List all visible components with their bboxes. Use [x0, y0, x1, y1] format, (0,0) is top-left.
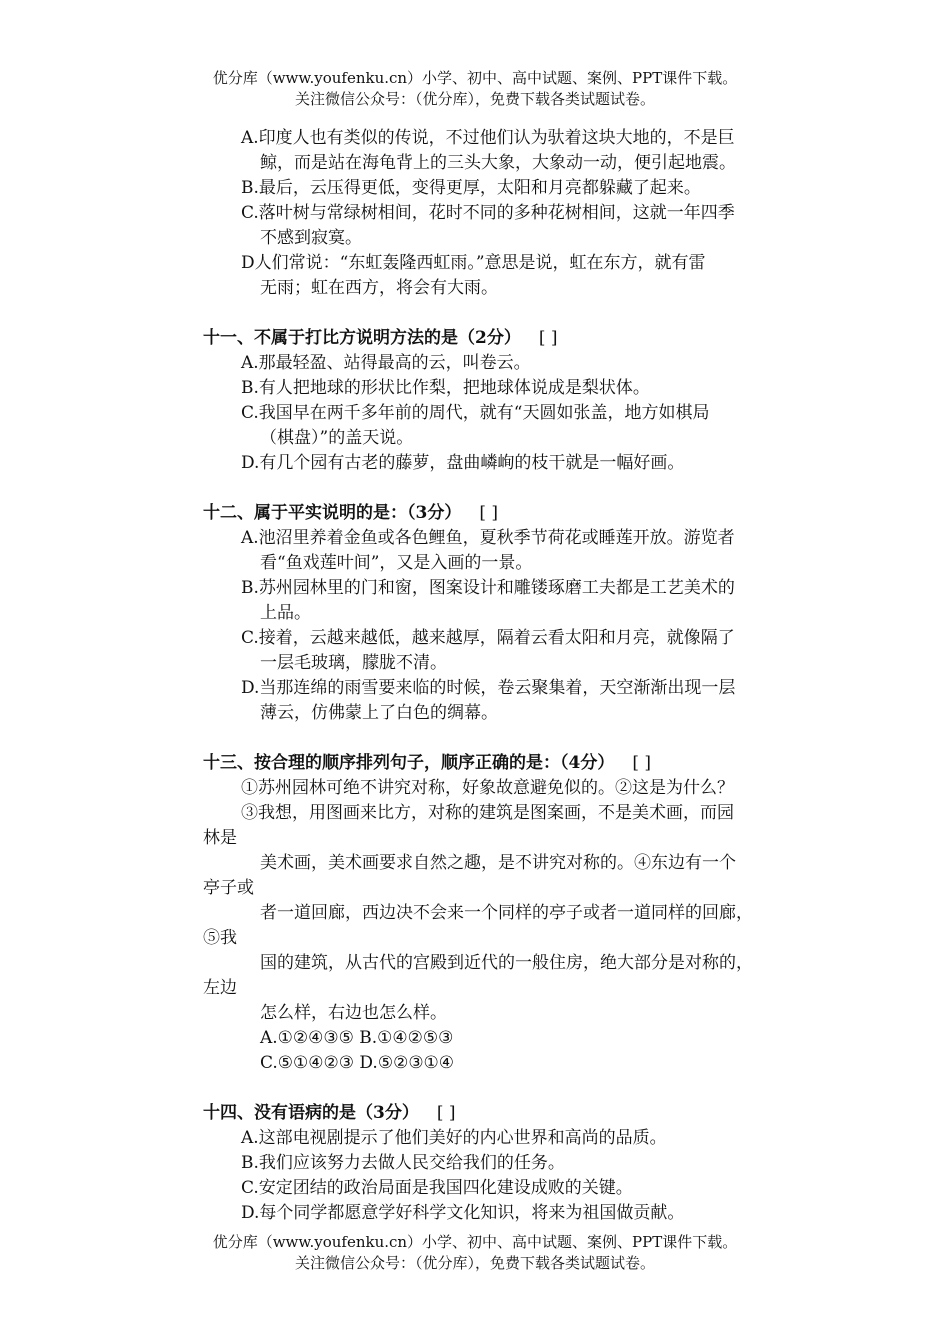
answer-bracket: [ ]: [479, 503, 498, 523]
option-b-line-2: 上品。: [260, 603, 311, 623]
question-13-title: [203, 751, 813, 776]
option-d: D.有几个园有古老的藤萝，盘曲嶙峋的枝干就是一幅好画。: [241, 453, 685, 473]
prev-question-options: [203, 126, 813, 301]
option-b-line-1: B.苏州园林里的门和窗，图案设计和雕镂琢磨工夫都是工艺美术的: [241, 578, 735, 598]
passage-line: 美术画，美术画要求自然之趣，是不讲究对称的。④东边有一个: [260, 853, 736, 873]
passage-line: ⑤我: [203, 928, 237, 948]
option-d: D.每个同学都愿意学好科学文化知识，将来为祖国做贡献。: [241, 1203, 685, 1223]
question-12-title: [203, 501, 813, 526]
passage-line: ①苏州园林可绝不讲究对称，好象故意避免似的。②这是为什么？: [241, 778, 734, 798]
question-12: [203, 501, 813, 726]
header-line-2: 关注微信公众号：（优分库），免费下载各类试题试卷。: [294, 90, 655, 108]
option-b: B.我们应该努力去做人民交给我们的任务。: [241, 1153, 565, 1173]
question-12-text: 十二、属于平实说明的是：（3分）: [203, 503, 462, 523]
option-d-line-2: 无雨；虹在西方，将会有大雨。: [260, 278, 498, 298]
question-14: [203, 1101, 813, 1226]
question-13: [203, 751, 813, 1076]
page-header: [0, 68, 950, 110]
choices-ab: A.①②④③⑤ B.①④②⑤③: [260, 1028, 454, 1048]
passage-line: ③我想，用图画来比方，对称的建筑是图案画，不是美术画，而园: [241, 803, 734, 823]
option-c-line-1: C.落叶树与常绿树相间，花时不同的多种花树相间，这就一年四季: [241, 203, 735, 223]
option-b-line-1: B.最后，云压得更低，变得更厚，太阳和月亮都躲藏了起来。: [241, 178, 701, 198]
option-c: C.安定团结的政治局面是我国四化建设成败的关键。: [241, 1178, 633, 1198]
passage-line: 亭子或: [203, 878, 254, 898]
header-line-1: 优分库（www.youfenku.cn）小学、初中、高中试题、案例、PPT课件下载。: [212, 69, 738, 87]
answer-bracket: [ ]: [632, 753, 651, 773]
option-a-line-1: A.印度人也有类似的传说，不过他们认为驮着这块大地的，不是巨: [241, 128, 735, 148]
question-14-text: 十四、没有语病的是（3分）: [203, 1103, 419, 1123]
footer-line-2: 关注微信公众号：（优分库），免费下载各类试题试卷。: [294, 1254, 655, 1272]
question-13-text: 十三、按合理的顺序排列句子，顺序正确的是：（4分）: [203, 753, 615, 773]
choices-cd: C.⑤①④②③ D.⑤②③①④: [260, 1053, 455, 1073]
question-11-text: 十一、不属于打比方说明方法的是（2分）: [203, 328, 521, 348]
answer-bracket: [ ]: [538, 328, 558, 348]
page-footer: [0, 1232, 950, 1274]
passage-line: 者一道回廊，西边决不会来一个同样的亭子或者一道同样的回廊，: [260, 903, 753, 923]
footer-line-1: 优分库（www.youfenku.cn）小学、初中、高中试题、案例、PPT课件下载。: [212, 1233, 738, 1251]
option-d-line-1: D人们常说：“东虹轰隆西虹雨。”意思是说，虹在东方，就有雷: [241, 253, 706, 273]
option-a: A.那最轻盈、站得最高的云，叫卷云。: [241, 353, 531, 373]
question-11: [203, 326, 813, 476]
option-a-line-2: 鲸，而是站在海龟背上的三头大象，大象动一动，便引起地震。: [260, 153, 736, 173]
exam-content: [203, 126, 813, 1226]
passage-line: 左边: [203, 978, 237, 998]
option-c-line-2: （棋盘）”的盖天说。: [260, 428, 414, 448]
option-a-line-1: A.池沼里养着金鱼或各色鲤鱼，夏秋季节荷花或睡莲开放。游览者: [241, 528, 735, 548]
option-d-line-2: 薄云，仿佛蒙上了白色的绸幕。: [260, 703, 498, 723]
option-c-line-1: C.我国早在两千多年前的周代，就有“天圆如张盖，地方如棋局: [241, 403, 710, 423]
passage-line: 林是: [203, 828, 237, 848]
option-c-line-2: 一层毛玻璃，朦胧不清。: [260, 653, 447, 673]
question-11-title: [203, 326, 813, 351]
passage-line: 国的建筑，从古代的宫殿到近代的一般住房，绝大部分是对称的，: [260, 953, 753, 973]
option-c-line-1: C.接着，云越来越低，越来越厚，隔着云看太阳和月亮，就像隔了: [241, 628, 735, 648]
option-c-line-2: 不感到寂寞。: [260, 228, 362, 248]
answer-bracket: [ ]: [436, 1103, 456, 1123]
passage-line: 怎么样，右边也怎么样。: [260, 1003, 447, 1023]
option-a: A.这部电视剧提示了他们美好的内心世界和高尚的品质。: [241, 1128, 667, 1148]
option-d-line-1: D.当那连绵的雨雪要来临的时候，卷云聚集着，天空渐渐出现一层: [241, 678, 736, 698]
question-14-title: [203, 1101, 813, 1126]
option-b: B.有人把地球的形状比作梨，把地球体说成是梨状体。: [241, 378, 650, 398]
option-a-line-2: 看“鱼戏莲叶间”，又是入画的一景。: [260, 553, 533, 573]
